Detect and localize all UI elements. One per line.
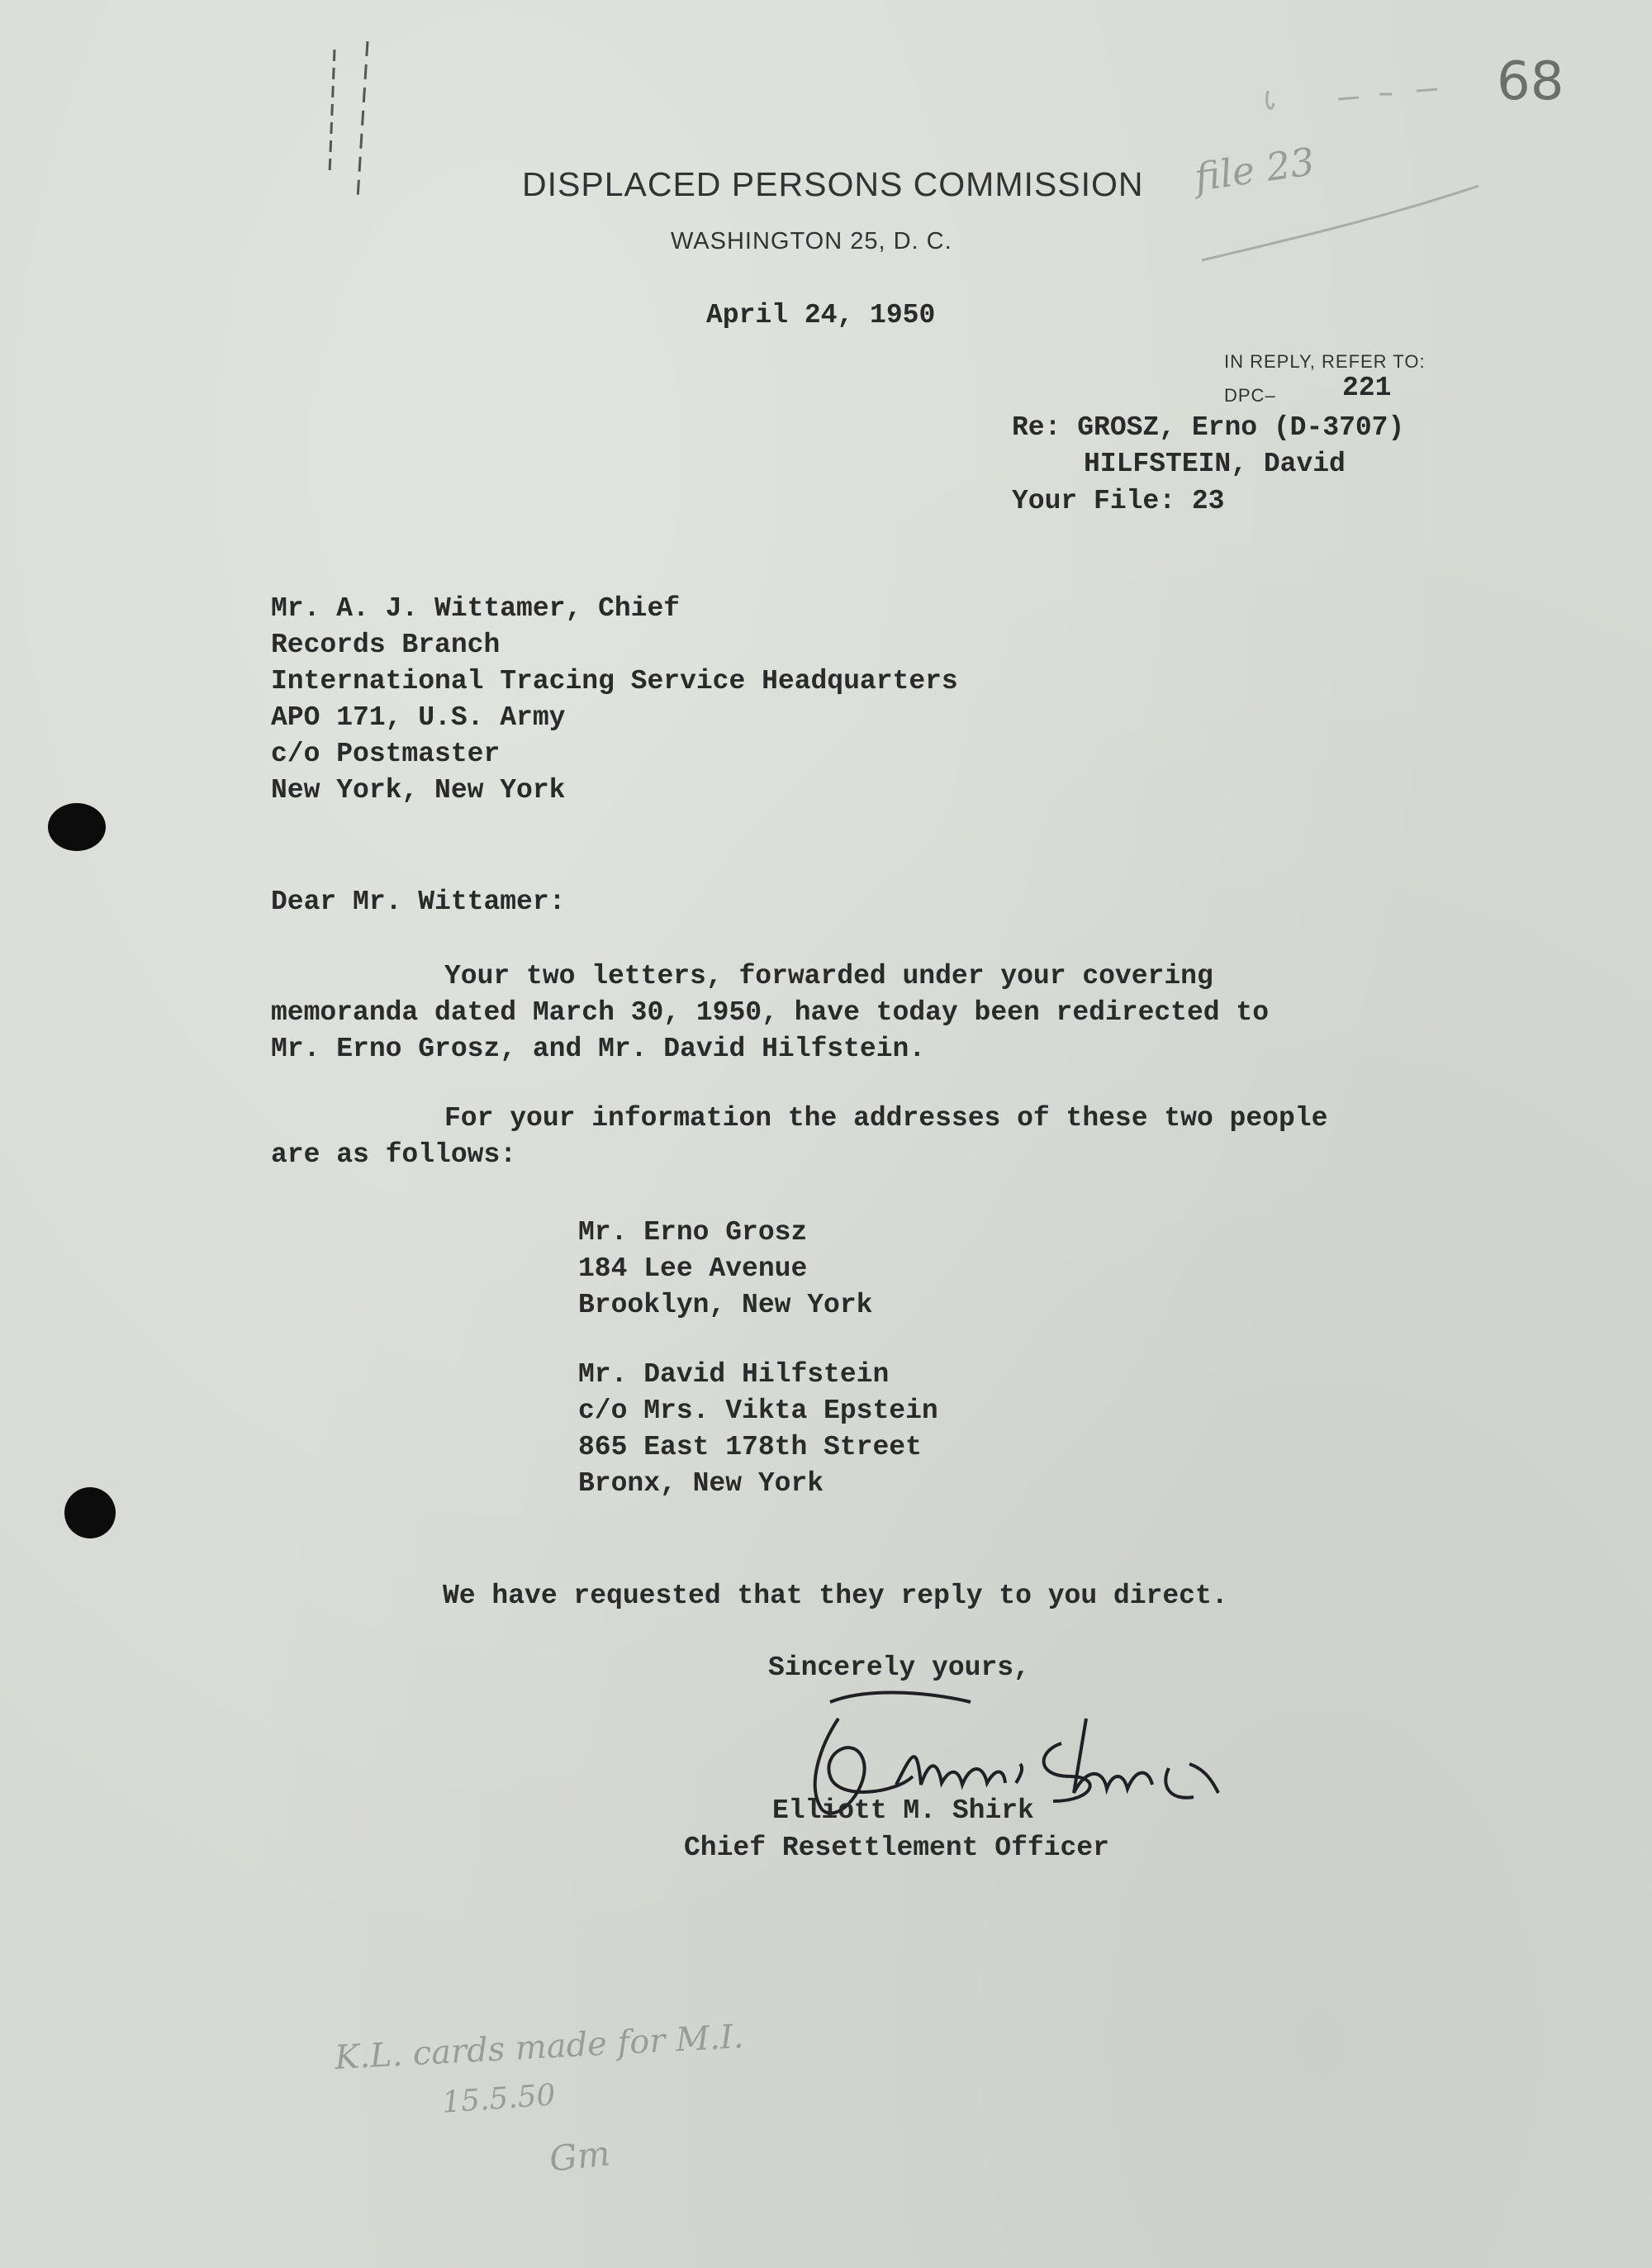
refer-to-label: IN REPLY, REFER TO: bbox=[1224, 351, 1426, 372]
salutation: Dear Mr. Wittamer: bbox=[271, 887, 566, 917]
address-grosz bbox=[578, 1215, 872, 1324]
letter-date: April 24, 1950 bbox=[706, 300, 936, 330]
punch-hole-upper bbox=[48, 803, 106, 851]
paragraph-1 bbox=[271, 958, 1269, 1067]
paragraph-line: memoranda dated March 30, 1950, have today been redirected to bbox=[271, 997, 1269, 1028]
dpc-prefix: DPC– bbox=[1224, 385, 1276, 406]
handwritten-note-initials: Gm bbox=[547, 2132, 612, 2180]
letterhead-city: WASHINGTON 25, D. C. bbox=[671, 228, 952, 254]
signer-name: Elliott M. Shirk bbox=[772, 1795, 1034, 1826]
closing-line: We have requested that they reply to you direct. bbox=[443, 1581, 1228, 1611]
address-line: Mr. David Hilfstein bbox=[578, 1359, 890, 1390]
handwritten-note-date: 15.5.50 bbox=[440, 2078, 557, 2120]
address-line: Mr. Erno Grosz bbox=[578, 1217, 808, 1248]
recipient-line: c/o Postmaster bbox=[271, 739, 501, 769]
address-hilfstein bbox=[578, 1357, 938, 1502]
punch-hole-lower bbox=[64, 1487, 116, 1538]
address-line: c/o Mrs. Vikta Epstein bbox=[578, 1396, 938, 1426]
recipient-address bbox=[271, 591, 958, 809]
dpc-number: 221 bbox=[1342, 373, 1392, 403]
your-file: Your File: 23 bbox=[1012, 486, 1225, 516]
recipient-line: Records Branch bbox=[271, 630, 501, 660]
address-line: Brooklyn, New York bbox=[578, 1290, 873, 1320]
paragraph-line: Your two letters, forwarded under your covering bbox=[444, 961, 1213, 991]
address-line: 184 Lee Avenue bbox=[578, 1253, 808, 1284]
complimentary-close: Sincerely yours, bbox=[768, 1652, 1030, 1683]
re-line-2: HILFSTEIN, David bbox=[1084, 449, 1346, 479]
signer-title: Chief Resettlement Officer bbox=[684, 1833, 1109, 1863]
page-number: 68 bbox=[1497, 51, 1564, 112]
recipient-line: International Tracing Service Headquarters bbox=[271, 666, 958, 697]
recipient-line: APO 171, U.S. Army bbox=[271, 702, 566, 733]
paragraph-2 bbox=[271, 1101, 1327, 1173]
paragraph-line: Mr. Erno Grosz, and Mr. David Hilfstein. bbox=[271, 1034, 926, 1064]
re-line-1: Re: GROSZ, Erno (D-3707) bbox=[1012, 412, 1405, 443]
recipient-line: New York, New York bbox=[271, 775, 566, 806]
paragraph-line: are as follows: bbox=[271, 1139, 517, 1170]
address-line: 865 East 178th Street bbox=[578, 1432, 922, 1462]
margin-note-file: file 23 bbox=[1191, 139, 1317, 200]
paragraph-line: For your information the addresses of these two people bbox=[444, 1103, 1328, 1134]
pen-marks-top-left bbox=[310, 33, 401, 231]
address-line: Bronx, New York bbox=[578, 1468, 824, 1499]
letterhead-organization: DISPLACED PERSONS COMMISSION bbox=[522, 165, 1144, 203]
handwritten-note-line1: K.L. cards made for M.I. bbox=[334, 2018, 745, 2077]
recipient-line: Mr. A. J. Wittamer, Chief bbox=[271, 593, 681, 624]
